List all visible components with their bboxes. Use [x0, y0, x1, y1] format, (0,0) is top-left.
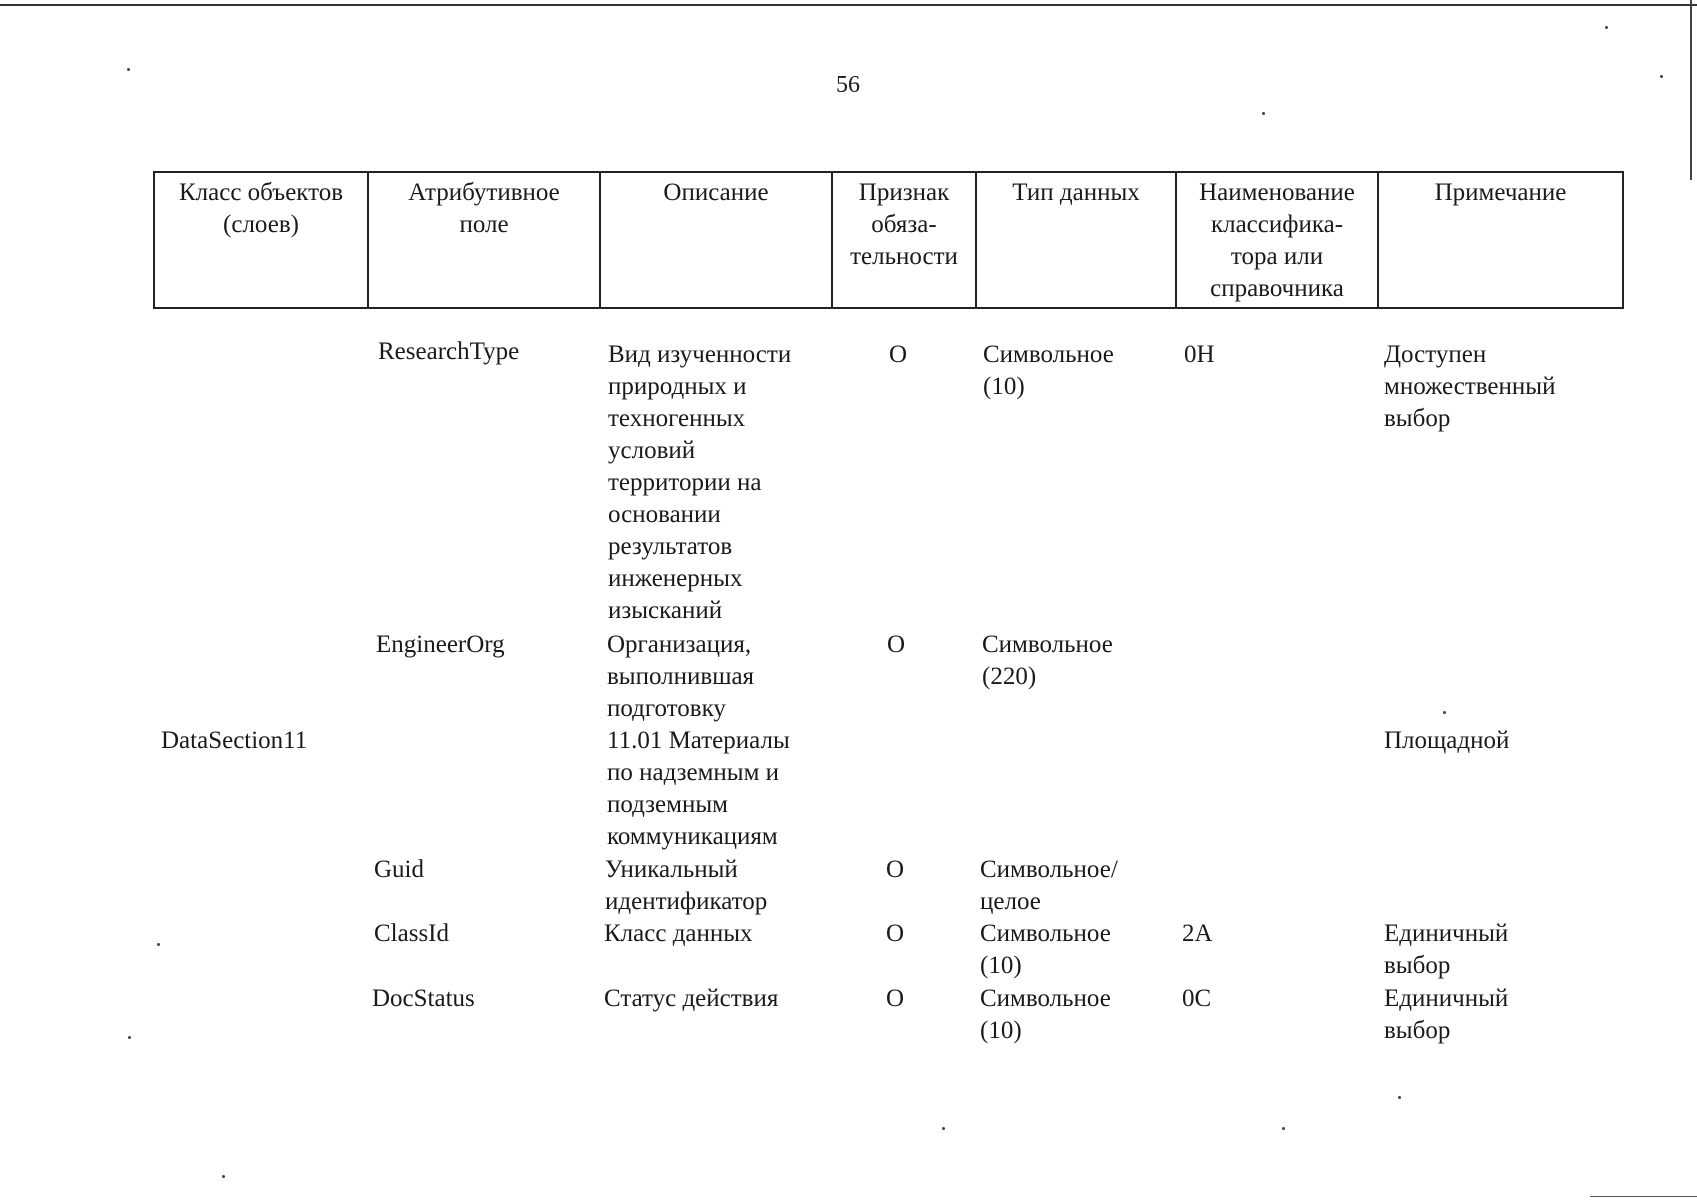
- cell-description: Организация, выполнившая подготовку: [607, 631, 755, 722]
- cell-description: 11.01 Материалы по надземным и подземным коммуникациям: [607, 727, 790, 850]
- cell-data-type: Символьное (10): [980, 985, 1111, 1044]
- header-required: Признак обяза- тельности: [832, 172, 976, 308]
- cell-data-type: Символьное (10): [983, 341, 1114, 400]
- header-row: [154, 172, 1623, 308]
- scan-speck: [1605, 26, 1608, 29]
- cell-note: Единичный выбор: [1384, 920, 1509, 979]
- scan-speck: [222, 1175, 225, 1178]
- cell-description: Статус действия: [604, 985, 779, 1012]
- header-description: Описание: [600, 172, 832, 308]
- cell-required: О: [887, 631, 906, 658]
- scan-speck: [157, 943, 160, 946]
- cell-description: Уникальный идентификатор: [605, 856, 768, 915]
- scan-border-top: [0, 4, 1697, 6]
- cell-data-type: Символьное (10): [980, 920, 1111, 979]
- cell-class: DataSection11: [161, 727, 308, 754]
- cell-classifier: 0Н: [1184, 341, 1215, 368]
- cell-note: Площадной: [1384, 727, 1510, 754]
- scan-border-right: [1690, 0, 1692, 180]
- scan-speck: [1282, 1127, 1285, 1130]
- cell-field: ClassId: [374, 920, 449, 947]
- scan-border-bottom: [1590, 1196, 1697, 1197]
- cell-data-type: Символьное (220): [982, 631, 1113, 690]
- cell-field: Guid: [374, 856, 424, 883]
- header-field: Атрибутивное поле: [368, 172, 600, 308]
- cell-field: DocStatus: [372, 985, 475, 1012]
- header-classifier: Наименование классифика- тора или справочника: [1176, 172, 1378, 308]
- table-header: [153, 171, 1624, 309]
- scan-speck: [128, 1036, 131, 1039]
- scan-speck: [1660, 75, 1663, 78]
- header-data-type: Тип данных: [976, 172, 1176, 308]
- scan-speck: [127, 68, 130, 71]
- cell-required: О: [886, 856, 905, 883]
- cell-description: Класс данных: [604, 920, 753, 947]
- cell-note: Единичный выбор: [1384, 985, 1509, 1044]
- page-number: 56: [836, 72, 860, 98]
- cell-field: ResearchType: [378, 338, 520, 365]
- scan-speck: [942, 1127, 945, 1130]
- cell-required: О: [889, 341, 908, 368]
- cell-note: Доступен множественный выбор: [1384, 341, 1556, 432]
- cell-required: О: [886, 920, 905, 947]
- cell-classifier: 2А: [1182, 920, 1213, 947]
- cell-description: Вид изученности природных и техногенных условий территории на основании результатов инженерных изысканий: [608, 341, 792, 624]
- cell-field: EngineerOrg: [376, 631, 505, 658]
- header-class: Класс объектов (слоев): [154, 172, 368, 308]
- scan-speck: [1262, 112, 1265, 115]
- cell-classifier: 0С: [1182, 985, 1212, 1012]
- cell-data-type: Символьное/ целое: [980, 856, 1118, 915]
- cell-required: О: [886, 985, 905, 1012]
- header-note: Примечание: [1378, 172, 1623, 308]
- scan-speck: [1398, 1096, 1401, 1099]
- scan-speck: [1443, 711, 1446, 714]
